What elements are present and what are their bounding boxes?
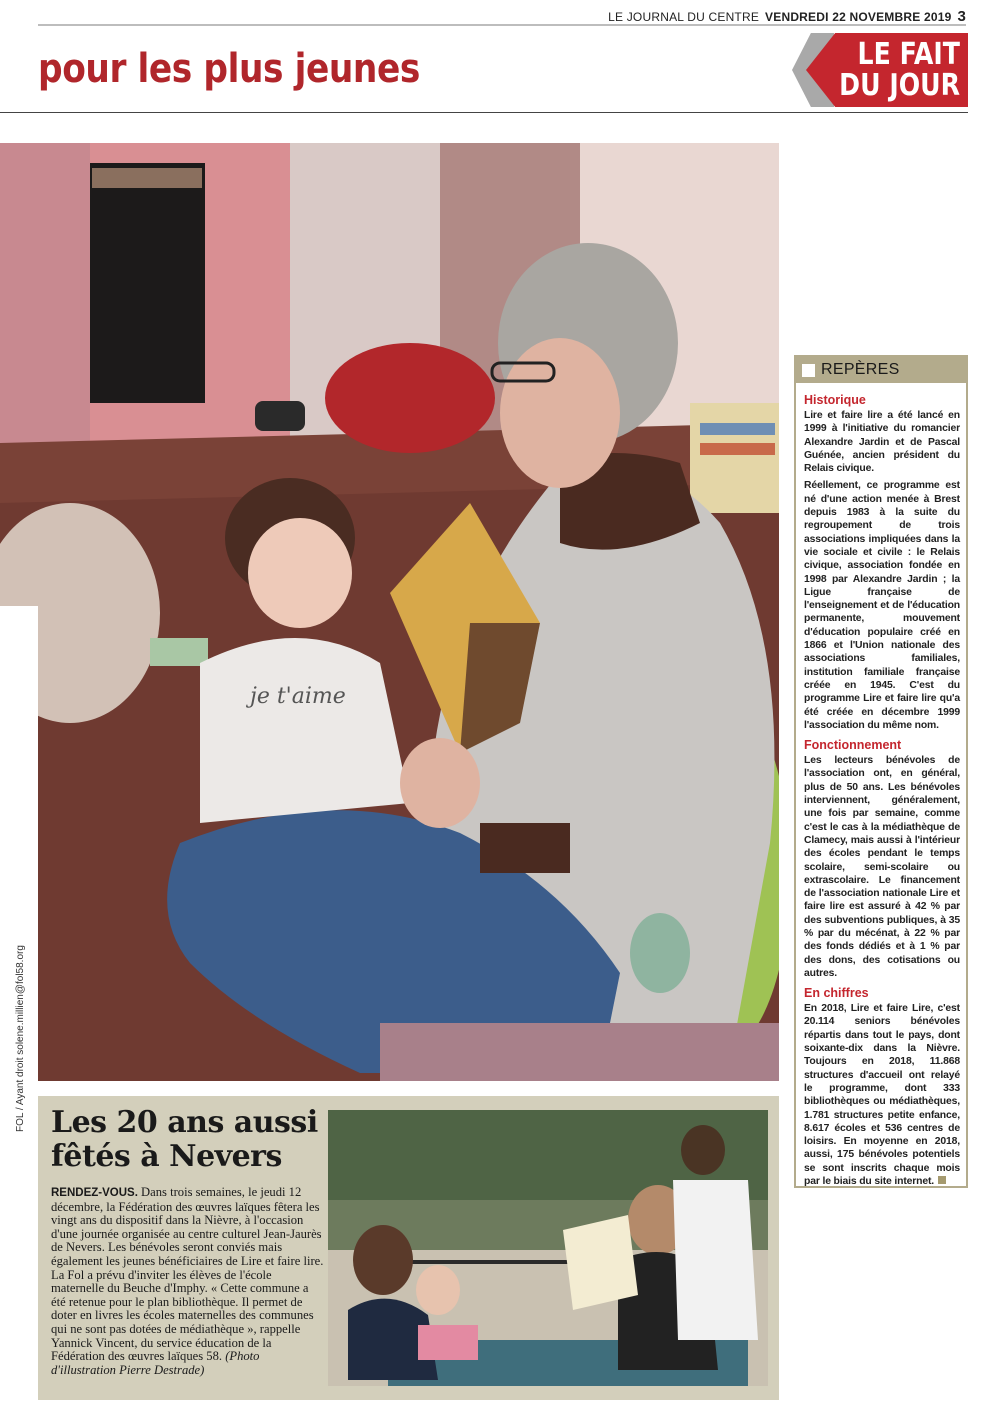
section-heading: Fonctionnement	[804, 738, 902, 753]
badge-line-2: DU JOUR	[839, 68, 960, 103]
adult-head	[681, 1125, 725, 1175]
section-heading: Historique	[804, 393, 866, 407]
park-photo	[328, 1110, 768, 1386]
page-headline: pour les plus jeunes	[38, 46, 420, 92]
reperes-section-fonctionnement	[804, 738, 960, 980]
section-paragraph: Réellement, ce programme est né d'une action menée à Brest depuis 1983 à la suite du regroupement de trois associations impliquées dans la vie sociale et civile : le Relais civique, association fondée en 1998 par Alexandre Jardin ; la Ligue française de l'enseignement et de l'éducation permanente, mouvement d'éducation populaire créé en 1866 et l'Union nationale des associations familiales, institution familiale française créée en 1945. C'est du programme Lire et faire lire qu'a été créée en décembre 1999 l'association du même nom.	[804, 480, 960, 731]
section-paragraph	[804, 1002, 960, 1188]
publication-name: LE JOURNAL DU CENTRE	[608, 10, 760, 24]
main-photo	[0, 143, 779, 1081]
reperes-box	[794, 355, 968, 1188]
section-paragraph: Lire et faire lire a été lancé en 1999 à l'initiative du romancier Alexandre Jardin et de Pascal Guénée, ancien président du Relais civique.	[804, 410, 960, 475]
section-badge	[792, 33, 968, 107]
badge-line-1: LE FAIT	[857, 37, 960, 72]
header-rule	[0, 112, 968, 113]
baby-shirt	[200, 638, 410, 823]
photo-credit-text: FOL / Ayant droit solene.millien@fol58.org	[15, 945, 26, 1132]
baby-face	[248, 518, 352, 628]
sleeve-cuff	[480, 823, 570, 873]
reperes-section-historique	[804, 393, 960, 732]
section-heading: En chiffres	[804, 986, 869, 1001]
square-icon	[802, 364, 815, 377]
page-number: 3	[957, 8, 966, 25]
chiffres-text: En 2018, Lire et faire Lire, c'est 20.114 seniors bénévoles répartis dans tout le pays, dont soixante-dix dans la Nièvre. Toujours en 2018, 11.868 structures d'accueil ont relayé le programme, dont 333 bibliothèques ou médiathèques, 1.781 structures petite enfance, 8.617 écoles et 536 centres de loisirs. En moyenne en 2018, aussi, 175 bénévoles potentiels se sont inscrits chaque mois par le biais du site internet.	[804, 1003, 960, 1188]
shelf-books	[92, 168, 202, 188]
end-mark-icon	[938, 1176, 946, 1184]
tshirt-text: je t'aime	[250, 684, 346, 709]
issue-date: VENDREDI 22 NOVEMBRE 2019	[765, 10, 952, 24]
folio	[608, 8, 966, 25]
red-bag	[325, 343, 495, 453]
section-paragraph: Les lecteurs bénévoles de l'association ont, en général, plus de 50 ans. Les bénévoles interviennent, généralement, une fois par semaine, comme c'est le cas à la médiathèque de Clamecy, mais aussi à l'intérieur des écoles pendant le temps scolaire, semi-scolaire ou extrascolaire. Le financement de l'association nationale Lire et faire lire est assuré à 42 % par des subventions publiques, à 35 % par du mécénat, à 22 % par des fonds dédiés et à 1 % par des dons, des cotisations ou autres.	[804, 755, 960, 979]
adult-shirt	[673, 1180, 758, 1340]
box-article	[51, 1186, 326, 1377]
dark-doorway	[90, 163, 205, 403]
box-title	[51, 1106, 331, 1174]
rug	[380, 1023, 779, 1081]
photo-credit	[15, 945, 29, 1146]
main-photo-illustration	[0, 143, 779, 1081]
reperes-body	[796, 383, 966, 1188]
park-photo-illustration	[328, 1110, 768, 1386]
woman-hand	[400, 738, 480, 828]
rendez-vous-box	[38, 1096, 779, 1400]
box-title-line-2: fêtés à Nevers	[51, 1139, 282, 1174]
badge-text	[834, 39, 960, 101]
book-row	[700, 443, 775, 455]
left-wall	[0, 143, 90, 483]
girl-hair	[353, 1225, 413, 1295]
open-book	[563, 1215, 638, 1310]
photo-caption: (Photo d'illustration Pierre Destrade)	[51, 1349, 260, 1377]
reperes-section-chiffres	[804, 986, 960, 1188]
small-girl	[416, 1265, 460, 1315]
small-girl-shirt	[418, 1325, 478, 1360]
shoe	[255, 401, 305, 431]
book-row	[700, 423, 775, 435]
cup	[630, 913, 690, 993]
woman-face	[500, 338, 620, 488]
box-title-line-1: Les 20 ans aussi	[51, 1105, 318, 1140]
article-body: Dans trois semaines, le jeudi 12 décembre, la Fédération des œuvres laïques fêtera les vingt ans du dispositif dans la Nièvre, à l'occasion d'une journée organisée au centre culturel Jean-Jaurès de Nevers. Les bénévoles seront conviés mais également les jeunes bénéficiaires de Lire et faire lire. La Fol a prévu d'inviter les élèves de l'école maternelle du Beuche d'Imphy. « Cette commune a été retenue pour le plan bibliothèque. Il permet de doter en livres les écoles maternelles des communes qui ne sont pas dotées de médiathèque », rappelle Yannick Vincent, du service éducation de la Fédération des œuvres laïques 58.	[51, 1185, 324, 1364]
bookshelf	[690, 403, 779, 513]
reperes-title: REPÈRES	[821, 361, 900, 378]
small-book	[150, 638, 208, 666]
reperes-header	[796, 357, 966, 383]
article-lead: RENDEZ-VOUS.	[51, 1187, 138, 1199]
